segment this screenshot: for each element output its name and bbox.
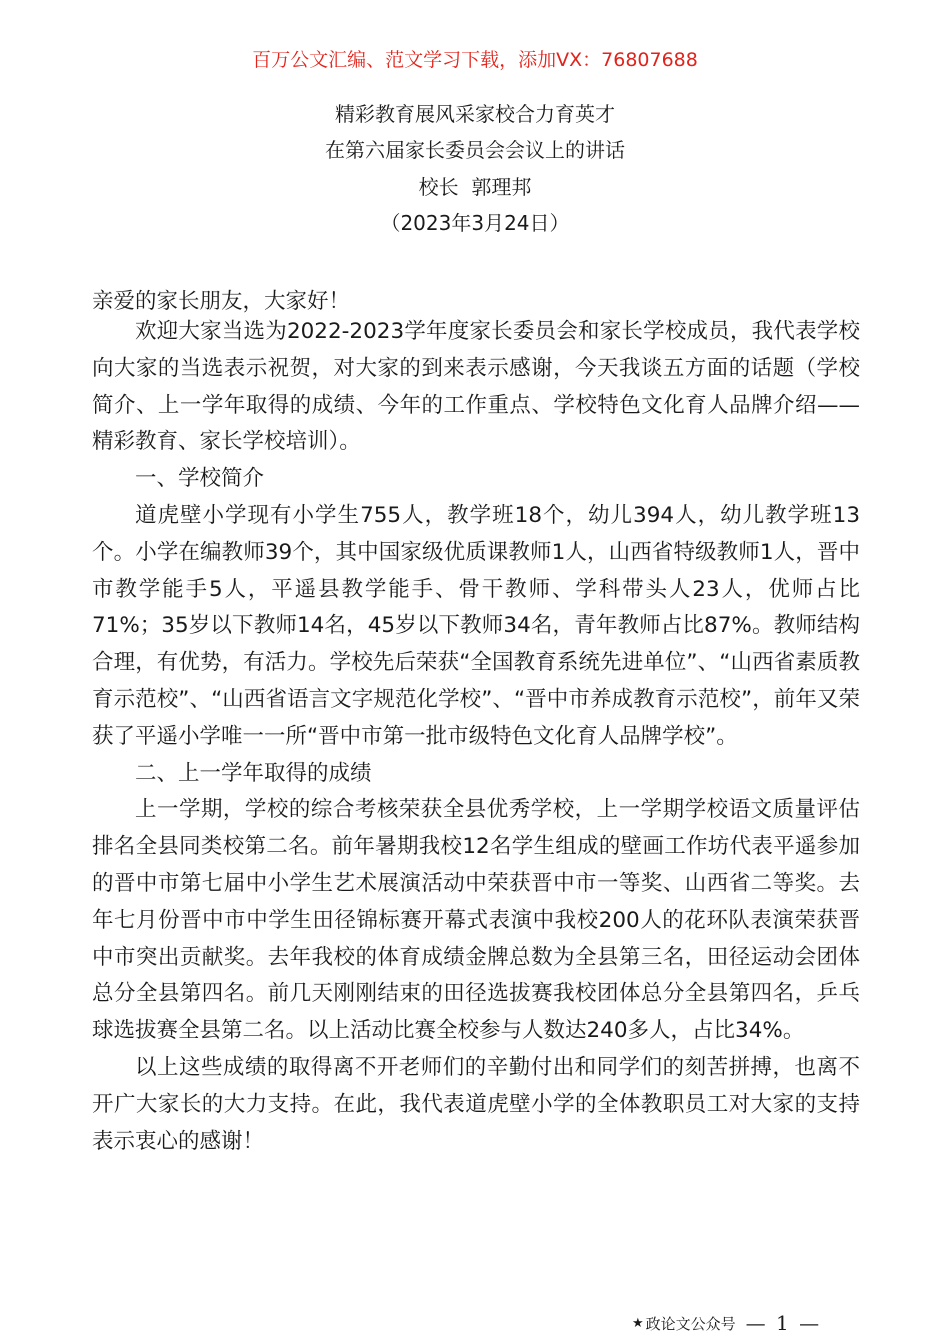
star-icon: ★ [632, 1315, 644, 1331]
paragraph-thanks: 以上这些成绩的取得离不开老师们的辛勤付出和同学们的刻苦拼搏，也离不开广大家长的大力支持。在此，我代表道虎壁小学的全体教职员工对大家的支持表示衷心的感谢！ [92, 1054, 860, 1154]
page-number: — 1 — [745, 1311, 822, 1335]
page-footer [632, 1309, 821, 1337]
paragraph-achievements: 上一学期，学校的综合考核荣获全县优秀学校，上一学期学校语文质量评估排名全县同类校第二名。前年暑期我校12名学生组成的壁画工作坊代表平遥参加的晋中市第七届中小学生艺术展演活动中荣获晋中市一等奖、山西省二等奖。去年七月份晋中市中学生田径锦标赛开幕式表演中我校200人的花环队表演荣获晋中市突出贡献奖。去年我校的体育成绩金牌总数为全县第三名，田径运动会团体总分全县第四名。前几天刚刚结束的田径选拔赛我校团体总分全县第四名，乒乓球选拔赛全县第二名。以上活动比赛全校参与人数达240多人，占比34%。 [92, 797, 860, 1044]
document-title: 精彩教育展风采家校合力育英才 [335, 102, 615, 126]
section-heading-achievements: 二、上一学年取得的成绩 [135, 760, 372, 786]
footer-source: 政论文公众号 [645, 1314, 736, 1333]
document-subtitle: 在第六届家长委员会会议上的讲话 [325, 138, 625, 162]
speech-body [92, 314, 860, 1160]
speaker-line: 校长 郭理邦 [418, 175, 532, 199]
greeting: 亲爱的家长朋友，大家好！ [92, 289, 351, 314]
paragraph-intro: 欢迎大家当选为2022-2023学年度家长委员会和家长学校成员，我代表学校向大家的当选表示祝贺，对大家的到来表示感谢，今天我谈五方面的话题（学校简介、上一学年取得的成绩、今年的工作重点、学校特色文化育人品牌介绍——精彩教育、家长学校培训）。 [92, 319, 860, 455]
promo-banner: 百万公文汇编、范文学习下载，添加VX：76807688 [252, 49, 698, 71]
paragraph-school-intro: 道虎壁小学现有小学生755人，教学班18个，幼儿394人，幼儿教学班13个。小学在编教师39个，其中国家级优质课教师1人，山西省特级教师1人，晋中市教学能手5人，平遥县教学能手、骨干教师、学科带头人23人，优师占比71%；35岁以下教师14名，45岁以下教师34名，青年教师占比87%。教师结构合理，有优势，有活力。学校先后荣获“全国教育系统先进单位”、“山西省素质教育示范校”、“山西省语言文字规范化学校”、“晋中市养成教育示范校”，前年又荣获了平遥小学唯一一所“晋中市第一批市级特色文化育人品牌学校”。 [92, 502, 860, 749]
section-heading-school-intro: 一、学校简介 [135, 466, 265, 492]
speech-date: （2023年3月24日） [380, 211, 570, 235]
